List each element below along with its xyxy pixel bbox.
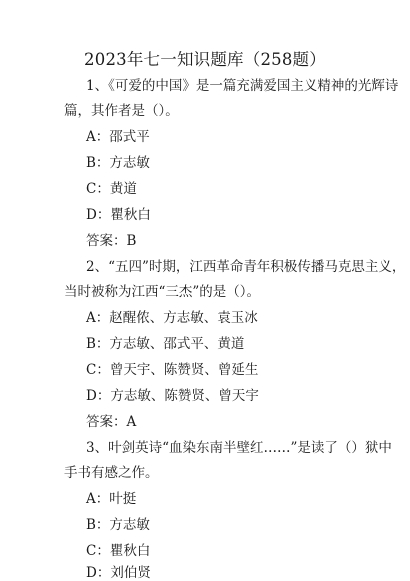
question-2-option-a: A：赵醒侬、方志敏、袁玉冰 [86, 310, 258, 326]
question-2-stem-line-1: 2、“五四”时期，江西革命青年积极传播马克思主义， [86, 259, 406, 275]
question-1-stem-line-2: 篇，其作者是（）。 [64, 103, 179, 119]
question-2-answer: 答案：A [86, 414, 137, 430]
question-1-option-c: C：黄道 [86, 181, 137, 197]
question-3-option-b: B：方志敏 [86, 517, 150, 533]
document-title: 2023年七一知识题库（258题） [84, 50, 326, 69]
question-1-stem-line-1: 1、《可爱的中国》是一篇充满爱国主义精神的光辉诗 [86, 78, 399, 94]
question-1-answer: 答案：B [86, 233, 137, 249]
question-3-stem-line-1: 3、叶剑英诗“血染东南半壁红……”是读了（）狱中 [86, 440, 392, 456]
question-3-stem-line-2: 手书有感之作。 [64, 465, 159, 481]
question-3-option-a: A：叶挺 [86, 491, 137, 507]
question-1-option-a: A：邵式平 [86, 129, 150, 145]
question-3-option-d: D：刘伯贤 [86, 565, 151, 581]
question-2-option-b: B：方志敏、邵式平、黄道 [86, 336, 245, 352]
question-2-stem-line-2: 当时被称为江西“三杰”的是（）。 [64, 284, 261, 300]
question-3-option-c: C：瞿秋白 [86, 543, 151, 559]
question-2-option-d: D：方志敏、陈赞贤、曾天宇 [86, 388, 259, 404]
question-1-option-b: B：方志敏 [86, 155, 150, 171]
question-2-option-c: C：曾天宇、陈赞贤、曾延生 [86, 362, 259, 378]
question-1-option-d: D：瞿秋白 [86, 207, 151, 223]
